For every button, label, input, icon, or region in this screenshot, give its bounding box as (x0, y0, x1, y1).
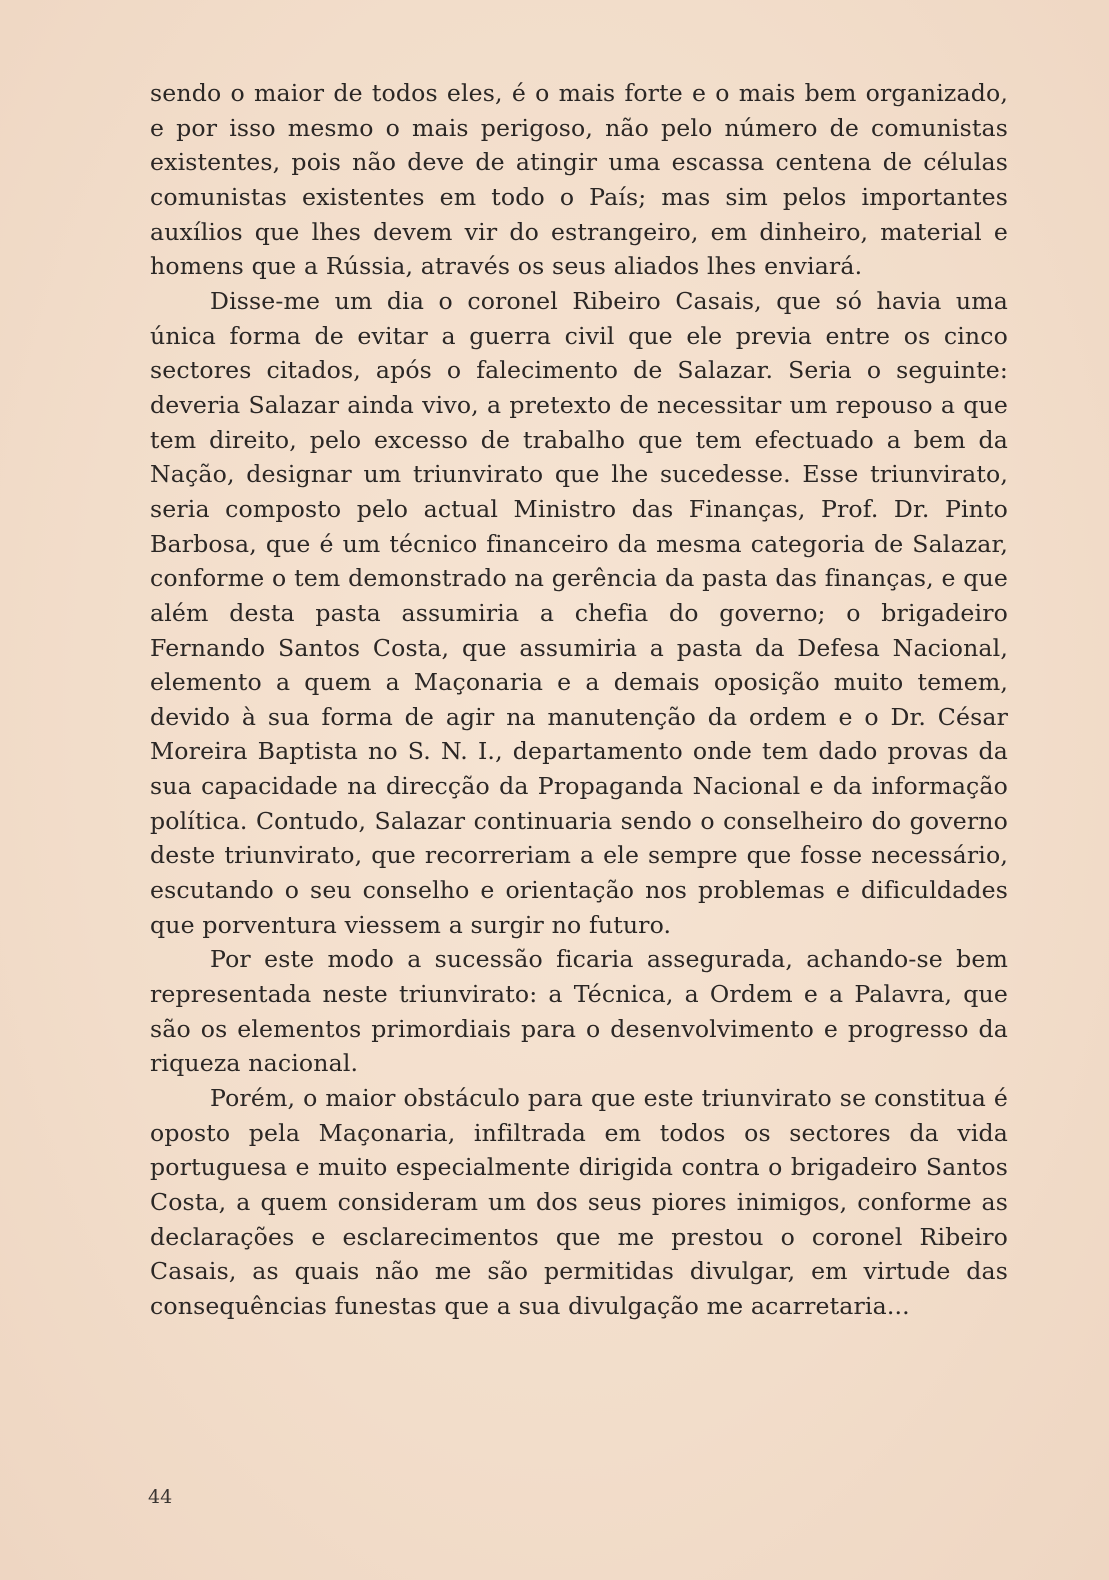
paragraph-4: Porém, o maior obstáculo para que este triunvirato se constitua é oposto pela Maçonaria, infiltrada em todos os sectores da vida portuguesa e muito especialmente dirigida contra o brigadeiro Santos Costa, a quem consideram um dos seus piores inimigos, conforme as declarações e esclarecimentos que me prestou o coronel Ribeiro Casais, as quais não me são permitidas divulgar, em virtude das consequências funestas que a sua divulgação me acarretaria... (150, 1084, 1008, 1320)
paragraph-3: Por este modo a sucessão ficaria assegurada, achando-se bem representada neste triunvirato: a Técnica, a Ordem e a Palavra, que são os elementos primordiais para o desenvolvimento e progresso da riqueza nacional. (150, 945, 1008, 1078)
paragraph-2: Disse-me um dia o coronel Ribeiro Casais, que só havia uma única forma de evitar a guerra civil que ele previa entre os cinco sectores citados, após o falecimento de Salazar. Seria o seguinte: deveria Salazar ainda vivo, a pretexto de necessitar um repouso a que tem direito, pelo excesso de trabalho que tem efectuado a bem da Nação, designar um triunvirato que lhe sucedesse. Esse triunvirato, seria composto pelo actual Ministro das Finanças, Prof. Dr. Pinto Barbosa, que é um técnico financeiro da mesma categoria de Salazar, conforme o tem demonstrado na gerência da pasta das finanças, e que além desta pasta assumiria a chefia do governo; o brigadeiro Fernando Santos Costa, que assumiria a pasta da Defesa Nacional, elemento a quem a Maçonaria e a demais oposição muito temem, devido à sua forma de agir na manutenção da ordem e o Dr. César Moreira Baptista no S. N. I., departamento onde tem dado provas da sua capacidade na direcção da Propaganda Nacional e da informação política. Contudo, Salazar continuaria sendo o conselheiro do governo deste triunvirato, que recorreriam a ele sempre que fosse necessário, escutando o seu conselho e orientação nos problemas e dificuldades que porventura viessem a surgir no futuro. (150, 286, 1008, 939)
paragraph-1: sendo o maior de todos eles, é o mais forte e o mais bem organizado, e por isso mesmo o mais perigoso, não pelo número de comunistas existentes, pois não deve de atingir uma escassa centena de células comunistas existentes em todo o País; mas sim pelos importantes auxílios que lhes devem vir do estrangeiro, em dinheiro, material e homens que a Rússia, através os seus aliados lhes enviará. (150, 79, 1008, 281)
page-number: 44 (148, 1486, 173, 1508)
body-text (150, 76, 1008, 1324)
